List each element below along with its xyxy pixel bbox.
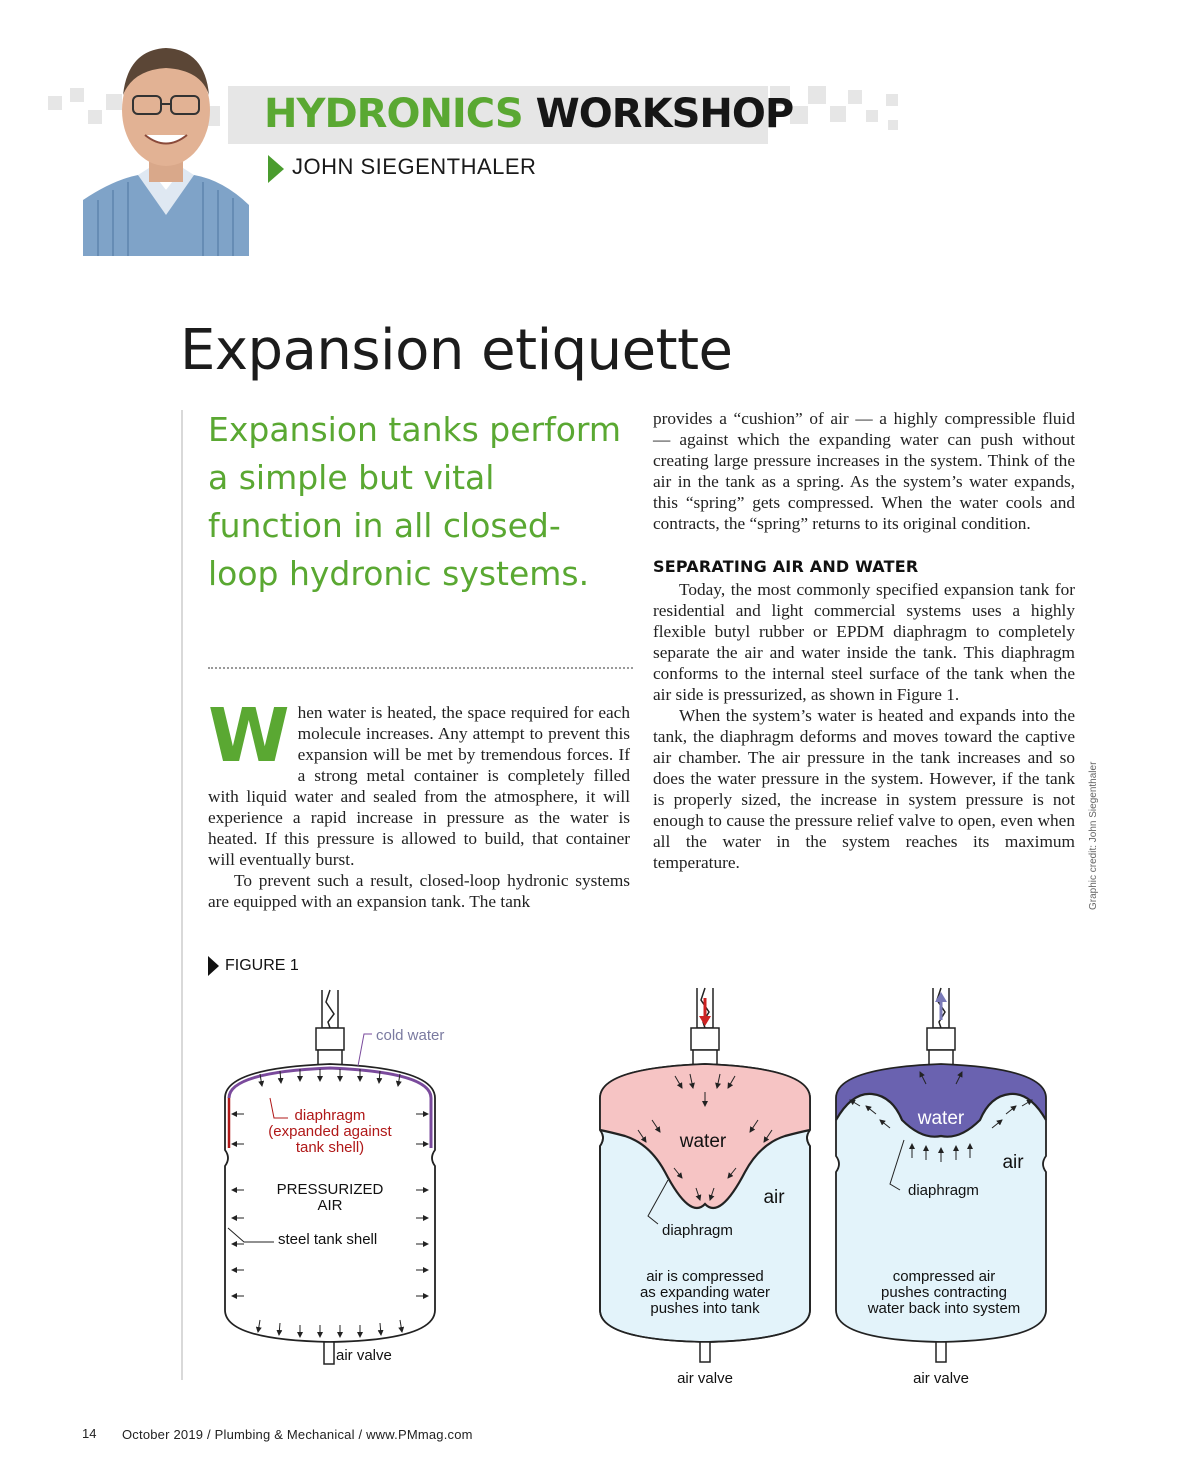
body-column-1 bbox=[208, 693, 630, 912]
figure-label: FIGURE 1 bbox=[225, 957, 299, 974]
footer-text: October 2019 / Plumbing & Mechanical / www.PMmag.com bbox=[122, 1427, 473, 1442]
figure-1-diagram bbox=[200, 980, 1080, 1390]
steel-shell-label: steel tank shell bbox=[278, 1231, 378, 1248]
tank-caption: water back into system bbox=[867, 1300, 1021, 1317]
tank-3 bbox=[836, 988, 1046, 1387]
pressurized-air-label: PRESSURIZED bbox=[276, 1181, 384, 1198]
author-name: JOHN SIEGENTHALER bbox=[292, 154, 537, 179]
department-title-green: HYDRONICS bbox=[264, 91, 523, 137]
department-title-black: WORKSHOP bbox=[535, 91, 794, 137]
department-title bbox=[264, 88, 793, 140]
section-subhead: SEPARATING AIR AND WATER bbox=[653, 557, 919, 576]
tank-2 bbox=[600, 988, 810, 1387]
article-deck: Expansion tanks perform a simple but vital function in all closed-loop hydronic systems. bbox=[208, 410, 622, 593]
diaphragm-label: diaphragm bbox=[662, 1222, 733, 1239]
air-valve-label: air valve bbox=[913, 1370, 969, 1387]
air-valve-label: air valve bbox=[677, 1370, 733, 1387]
paragraph: To prevent such a result, closed-loop hydronic systems are equipped with an expansion tank. The tank bbox=[208, 871, 630, 911]
water-label: water bbox=[917, 1108, 965, 1129]
water-label: water bbox=[679, 1131, 727, 1152]
diaphragm-label: diaphragm bbox=[908, 1182, 979, 1199]
author-arrow-icon bbox=[268, 155, 284, 183]
air-label: air bbox=[1002, 1152, 1024, 1173]
air-valve-label: air valve bbox=[336, 1347, 392, 1364]
tank-caption: as expanding water bbox=[639, 1284, 771, 1301]
author-photo bbox=[83, 40, 249, 256]
pressurized-air-label: AIR bbox=[317, 1197, 343, 1214]
paragraph: When the system’s water is heated and expands into the tank, the diaphragm deforms and moves toward the captive air chamber. The air pressure in the tank increases and so does the water pressure in the system. However, if the tank is properly sized, the increase in system pressure is not enough to cause the pressure relief valve to open, even when all the water in the system reaches its maximum temperature. bbox=[653, 706, 1075, 872]
air-label: air bbox=[763, 1187, 785, 1208]
diaphragm-label: tank shell) bbox=[295, 1139, 365, 1156]
tank-caption: pushes into tank bbox=[650, 1300, 760, 1317]
tank-caption: air is compressed bbox=[646, 1268, 764, 1285]
body-column-2 bbox=[653, 408, 1075, 873]
tank-caption: pushes contracting bbox=[881, 1284, 1007, 1301]
tank-1 bbox=[225, 990, 444, 1364]
graphic-credit: Graphic credit: John Siegenthaler bbox=[1088, 761, 1099, 910]
diaphragm-label: diaphragm bbox=[294, 1107, 366, 1124]
page-number: 14 bbox=[82, 1426, 97, 1441]
figure-arrow-icon bbox=[208, 956, 219, 976]
article-headline: Expansion etiquette bbox=[180, 318, 733, 383]
tank-caption: compressed air bbox=[892, 1268, 996, 1285]
drop-cap: W bbox=[208, 693, 290, 779]
column-rule bbox=[181, 410, 183, 1380]
paragraph: Today, the most commonly specified expansion tank for residential and light commercial systems uses a highly flexible butyl rubber or EPDM diaphragm to completely separate the air and water inside the tank. This diaphragm conforms to the internal steel surface of the tank when the air side is pressurized, as shown in Figure 1. bbox=[653, 580, 1075, 704]
deck-divider bbox=[208, 667, 633, 669]
diaphragm-label: (expanded against bbox=[268, 1123, 392, 1140]
paragraph: hen water is heated, the space required for each molecule increases. Any attempt to prevent this expansion will be met by tremendous forces. If a strong metal container is completely filled with liquid water and sealed from the atmosphere, it will experience a rapid increase in pressure as the water is heated. If this pressure is allowed to build, that container will eventually burst. bbox=[208, 703, 630, 869]
cold-water-label: cold water bbox=[376, 1027, 445, 1044]
paragraph: provides a “cushion” of air — a highly compressible fluid — against which the expanding water can push without creating large pressure increases in the system. Think of the air in the tank as a spring. As the system’s water expands, this “spring” gets compressed. When the water cools and contracts, the “spring” returns to its original condition. bbox=[653, 409, 1075, 533]
